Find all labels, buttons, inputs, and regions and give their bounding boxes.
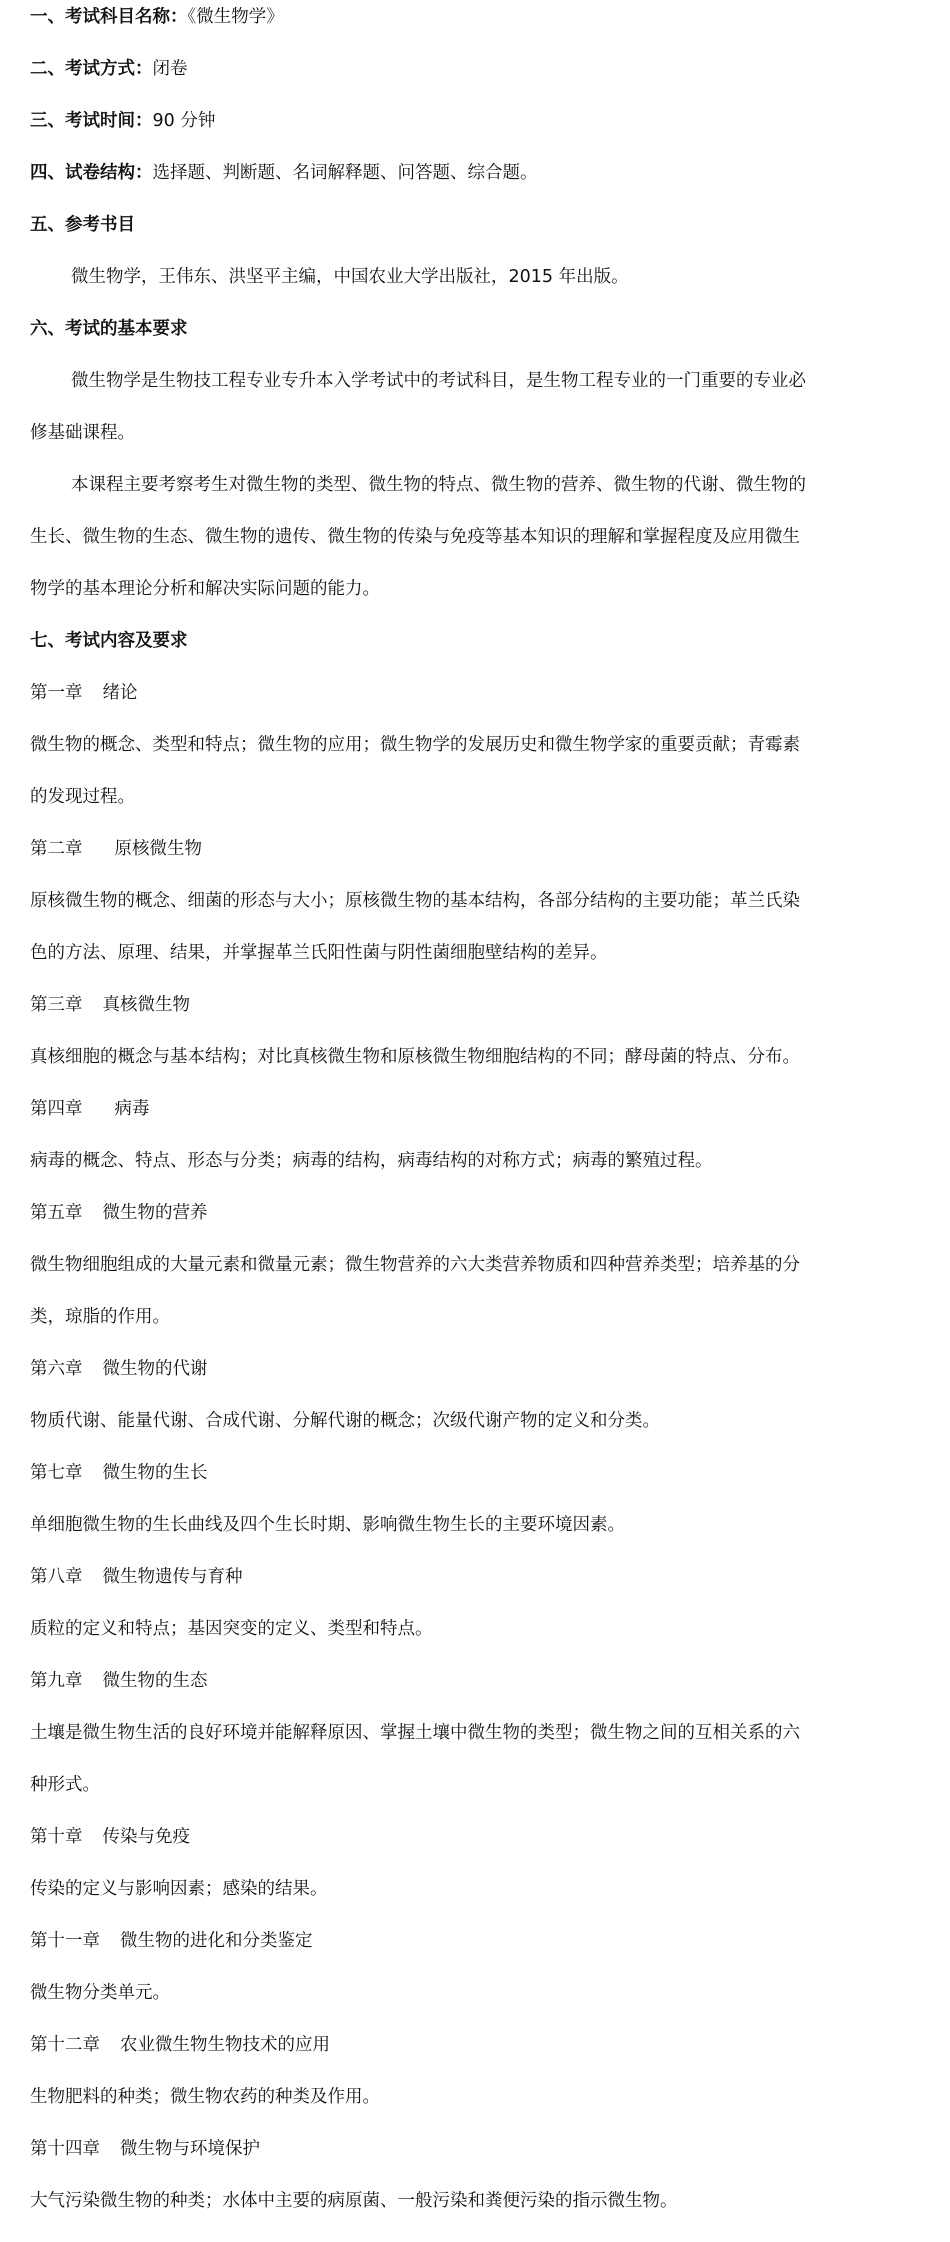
chapter-title: 微生物的进化和分类鉴定	[120, 1931, 313, 1951]
chapter-title: 原核微生物	[114, 839, 202, 859]
chapter-heading	[30, 837, 920, 861]
chapter-number: 第十一章	[30, 1931, 100, 1951]
chapter-number: 第二章	[30, 839, 83, 859]
item-value: 选择题、判断题、名词解释题、问答题、综合题。	[152, 163, 538, 183]
chapter-title: 微生物的代谢	[102, 1359, 208, 1379]
chapter-title: 微生物与环境保护	[120, 2139, 260, 2159]
book-text: 微生物学，王伟东、洪坚平主编，中国农业大学出版社，2015 年出版。	[71, 267, 629, 287]
chapter-line: 微生物分类单元。	[30, 1983, 170, 2003]
chapter-heading	[30, 1669, 920, 1693]
item-structure	[30, 161, 920, 185]
chapter-title: 绪论	[102, 683, 138, 703]
section7-heading: 七、考试内容及要求	[30, 631, 188, 651]
item-subject	[30, 5, 920, 29]
section6-p2-line: 本课程主要考察考生对微生物的类型、微生物的特点、微生物的营养、微生物的代谢、微生物的	[71, 475, 806, 495]
chapter-line: 微生物的概念、类型和特点；微生物的应用；微生物学的发展历史和微生物学家的重要贡献；青霉素	[30, 735, 800, 755]
item-label: 三、考试时间：	[30, 111, 153, 131]
chapter-number: 第四章	[30, 1099, 83, 1119]
chapter-heading	[30, 1461, 920, 1485]
chapter-line: 微生物细胞组成的大量元素和微量元素；微生物营养的六大类营养物质和四种营养类型；培养基的分	[30, 1255, 800, 1275]
item-method	[30, 57, 920, 81]
chapter-number: 第八章	[30, 1567, 83, 1587]
chapter-line: 单细胞微生物的生长曲线及四个生长时期、影响微生物生长的主要环境因素。	[30, 1515, 625, 1535]
item-label: 二、考试方式：	[30, 59, 153, 79]
chapter-line: 物质代谢、能量代谢、合成代谢、分解代谢的概念；次级代谢产物的定义和分类。	[30, 1411, 660, 1431]
chapter-line: 生物肥料的种类；微生物农药的种类及作用。	[30, 2087, 380, 2107]
chapter-number: 第九章	[30, 1671, 83, 1691]
chapter-heading	[30, 2033, 920, 2057]
chapter-number: 第十二章	[30, 2035, 100, 2055]
chapter-line: 质粒的定义和特点；基因突变的定义、类型和特点。	[30, 1619, 433, 1639]
item-label: 一、考试科目名称：	[30, 7, 188, 27]
chapter-heading	[30, 1929, 920, 1953]
chapter-line: 病毒的概念、特点、形态与分类；病毒的结构，病毒结构的对称方式；病毒的繁殖过程。	[30, 1151, 713, 1171]
section6-p2-line: 物学的基本理论分析和解决实际问题的能力。	[30, 579, 380, 599]
chapter-line: 类，琼脂的作用。	[30, 1307, 170, 1327]
chapter-heading	[30, 1201, 920, 1225]
chapter-line: 土壤是微生物生活的良好环境并能解释原因、掌握土壤中微生物的类型；微生物之间的互相关系的六	[30, 1723, 800, 1743]
chapter-number: 第十章	[30, 1827, 83, 1847]
chapter-line: 色的方法、原理、结果，并掌握革兰氏阳性菌与阴性菌细胞壁结构的差异。	[30, 943, 608, 963]
section6-heading: 六、考试的基本要求	[30, 319, 188, 339]
chapter-title: 微生物的营养	[102, 1203, 208, 1223]
chapter-line: 原核微生物的概念、细菌的形态与大小；原核微生物的基本结构，各部分结构的主要功能；革兰氏染	[30, 891, 800, 911]
item-value: 闭卷	[152, 59, 188, 79]
chapter-title: 微生物遗传与育种	[102, 1567, 243, 1587]
chapter-title: 农业微生物生物技术的应用	[120, 2035, 330, 2055]
chapter-heading	[30, 1357, 920, 1381]
chapter-number: 第七章	[30, 1463, 83, 1483]
section6-p1-line: 微生物学是生物技工程专业专升本入学考试中的考试科目，是生物工程专业的一门重要的专业必	[71, 371, 806, 391]
section6-p1-line: 修基础课程。	[30, 423, 135, 443]
item-time	[30, 109, 920, 133]
chapter-line: 的发现过程。	[30, 787, 135, 807]
item-label: 四、试卷结构：	[30, 163, 153, 183]
chapter-heading	[30, 1097, 920, 1121]
chapter-number: 第三章	[30, 995, 83, 1015]
chapter-heading	[30, 681, 920, 705]
chapter-number: 第一章	[30, 683, 83, 703]
item-books: 五、参考书目	[30, 215, 135, 235]
item-value: 《微生物学》	[187, 7, 284, 27]
chapter-number: 第六章	[30, 1359, 83, 1379]
chapter-heading	[30, 1565, 920, 1589]
section6-p2-line: 生长、微生物的生态、微生物的遗传、微生物的传染与免疫等基本知识的理解和掌握程度及应用微生	[30, 527, 800, 547]
chapter-title: 真核微生物	[102, 995, 190, 1015]
chapter-number: 第五章	[30, 1203, 83, 1223]
item-value: 90 分钟	[152, 111, 216, 131]
chapter-title: 病毒	[114, 1099, 150, 1119]
chapter-heading	[30, 1825, 920, 1849]
chapter-line: 种形式。	[30, 1775, 100, 1795]
chapter-title: 微生物的生态	[102, 1671, 208, 1691]
chapter-heading	[30, 993, 920, 1017]
chapter-line: 传染的定义与影响因素；感染的结果。	[30, 1879, 328, 1899]
chapter-line: 大气污染微生物的种类；水体中主要的病原菌、一般污染和粪便污染的指示微生物。	[30, 2191, 678, 2211]
chapter-title: 传染与免疫	[102, 1827, 190, 1847]
chapter-line: 真核细胞的概念与基本结构；对比真核微生物和原核微生物细胞结构的不同；酵母菌的特点、分布。	[30, 1047, 800, 1067]
chapter-number: 第十四章	[30, 2139, 100, 2159]
chapter-title: 微生物的生长	[102, 1463, 208, 1483]
chapter-heading	[30, 2137, 920, 2161]
